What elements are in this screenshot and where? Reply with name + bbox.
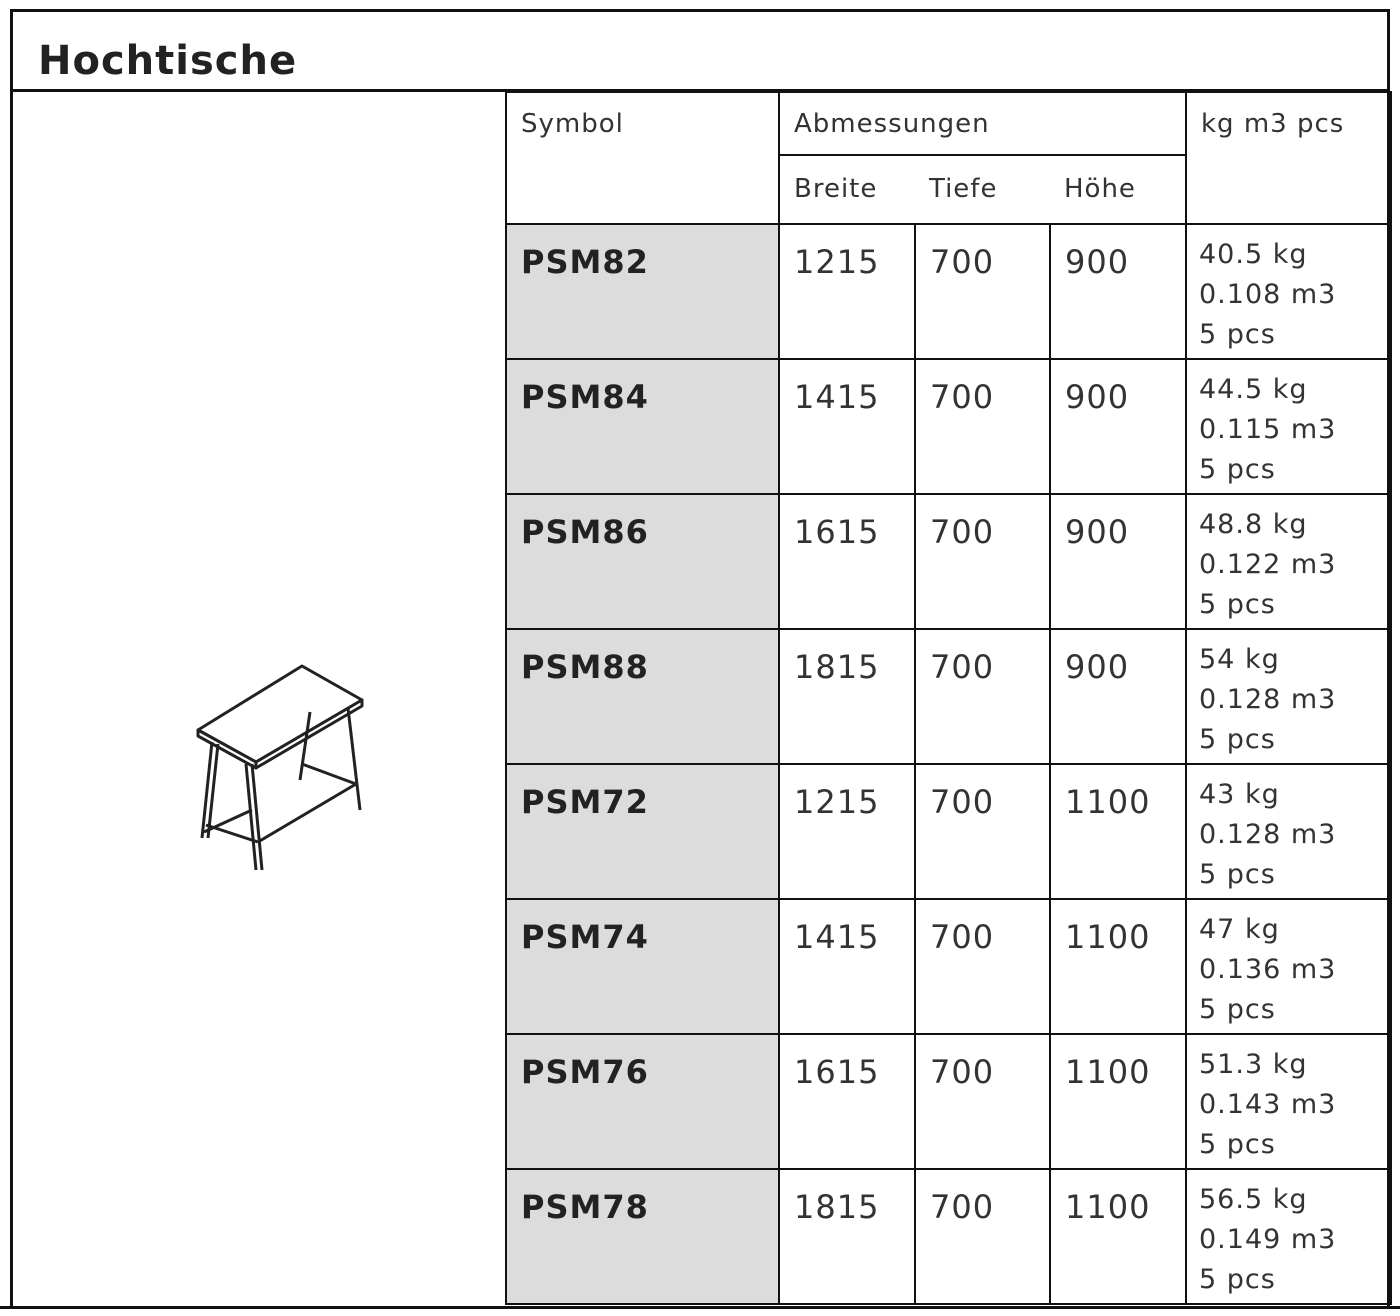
weight-value: 40.5 kg (1199, 239, 1308, 270)
volume-value: 0.115 m3 (1199, 414, 1337, 445)
depth-cell: 700 (915, 764, 1050, 899)
pack-cell (1186, 1169, 1391, 1304)
high-table-icon (190, 660, 370, 875)
page-title: Hochtische (38, 38, 298, 84)
volume-value: 0.136 m3 (1199, 954, 1337, 985)
weight-value: 48.8 kg (1199, 509, 1308, 540)
table-row (506, 1034, 1391, 1169)
height-cell: 1100 (1050, 899, 1186, 1034)
width-cell: 1415 (779, 899, 915, 1034)
height-cell: 900 (1050, 494, 1186, 629)
weight-value: 47 kg (1199, 914, 1280, 945)
symbol-cell: PSM72 (506, 764, 779, 899)
header-height: Höhe (1050, 155, 1186, 224)
width-cell: 1615 (779, 1034, 915, 1169)
header-pack: kg m3 pcs (1186, 92, 1391, 224)
pieces-value: 5 pcs (1199, 454, 1276, 485)
table-row (506, 764, 1391, 899)
pack-cell (1186, 899, 1391, 1034)
depth-cell: 700 (915, 899, 1050, 1034)
pieces-value: 5 pcs (1199, 589, 1276, 620)
pack-cell (1186, 359, 1391, 494)
volume-value: 0.149 m3 (1199, 1224, 1337, 1255)
pack-cell (1186, 494, 1391, 629)
height-cell: 900 (1050, 629, 1186, 764)
height-cell: 900 (1050, 224, 1186, 359)
pieces-value: 5 pcs (1199, 724, 1276, 755)
table-row (506, 899, 1391, 1034)
depth-cell: 700 (915, 629, 1050, 764)
pieces-value: 5 pcs (1199, 859, 1276, 890)
height-cell: 900 (1050, 359, 1186, 494)
table-row (506, 359, 1391, 494)
header-depth: Tiefe (915, 155, 1050, 224)
symbol-cell: PSM86 (506, 494, 779, 629)
volume-value: 0.122 m3 (1199, 549, 1337, 580)
header-dimensions: Abmessungen (779, 92, 1186, 155)
table-row (506, 224, 1391, 359)
height-cell: 1100 (1050, 1169, 1186, 1304)
pack-cell (1186, 224, 1391, 359)
table-row (506, 494, 1391, 629)
pack-cell (1186, 1034, 1391, 1169)
pieces-value: 5 pcs (1199, 994, 1276, 1025)
weight-value: 43 kg (1199, 779, 1280, 810)
header-symbol: Symbol (506, 92, 779, 224)
pieces-value: 5 pcs (1199, 1264, 1276, 1295)
weight-value: 44.5 kg (1199, 374, 1308, 405)
height-cell: 1100 (1050, 764, 1186, 899)
volume-value: 0.108 m3 (1199, 279, 1337, 310)
width-cell: 1215 (779, 764, 915, 899)
width-cell: 1815 (779, 629, 915, 764)
weight-value: 56.5 kg (1199, 1184, 1308, 1215)
symbol-cell: PSM84 (506, 359, 779, 494)
volume-value: 0.128 m3 (1199, 819, 1337, 850)
depth-cell: 700 (915, 1169, 1050, 1304)
depth-cell: 700 (915, 494, 1050, 629)
pack-cell (1186, 764, 1391, 899)
bottom-divider (0, 1306, 1400, 1309)
height-cell: 1100 (1050, 1034, 1186, 1169)
pieces-value: 5 pcs (1199, 1129, 1276, 1160)
symbol-cell: PSM74 (506, 899, 779, 1034)
width-cell: 1415 (779, 359, 915, 494)
weight-value: 51.3 kg (1199, 1049, 1308, 1080)
width-cell: 1815 (779, 1169, 915, 1304)
width-cell: 1215 (779, 224, 915, 359)
volume-value: 0.128 m3 (1199, 684, 1337, 715)
pieces-value: 5 pcs (1199, 319, 1276, 350)
symbol-cell: PSM88 (506, 629, 779, 764)
header-width: Breite (779, 155, 915, 224)
pack-cell (1186, 629, 1391, 764)
spec-table (505, 91, 1392, 1305)
width-cell: 1615 (779, 494, 915, 629)
depth-cell: 700 (915, 359, 1050, 494)
depth-cell: 700 (915, 1034, 1050, 1169)
symbol-cell: PSM76 (506, 1034, 779, 1169)
symbol-cell: PSM82 (506, 224, 779, 359)
table-row (506, 629, 1391, 764)
table-row (506, 1169, 1391, 1304)
volume-value: 0.143 m3 (1199, 1089, 1337, 1120)
weight-value: 54 kg (1199, 644, 1280, 675)
depth-cell: 700 (915, 224, 1050, 359)
symbol-cell: PSM78 (506, 1169, 779, 1304)
